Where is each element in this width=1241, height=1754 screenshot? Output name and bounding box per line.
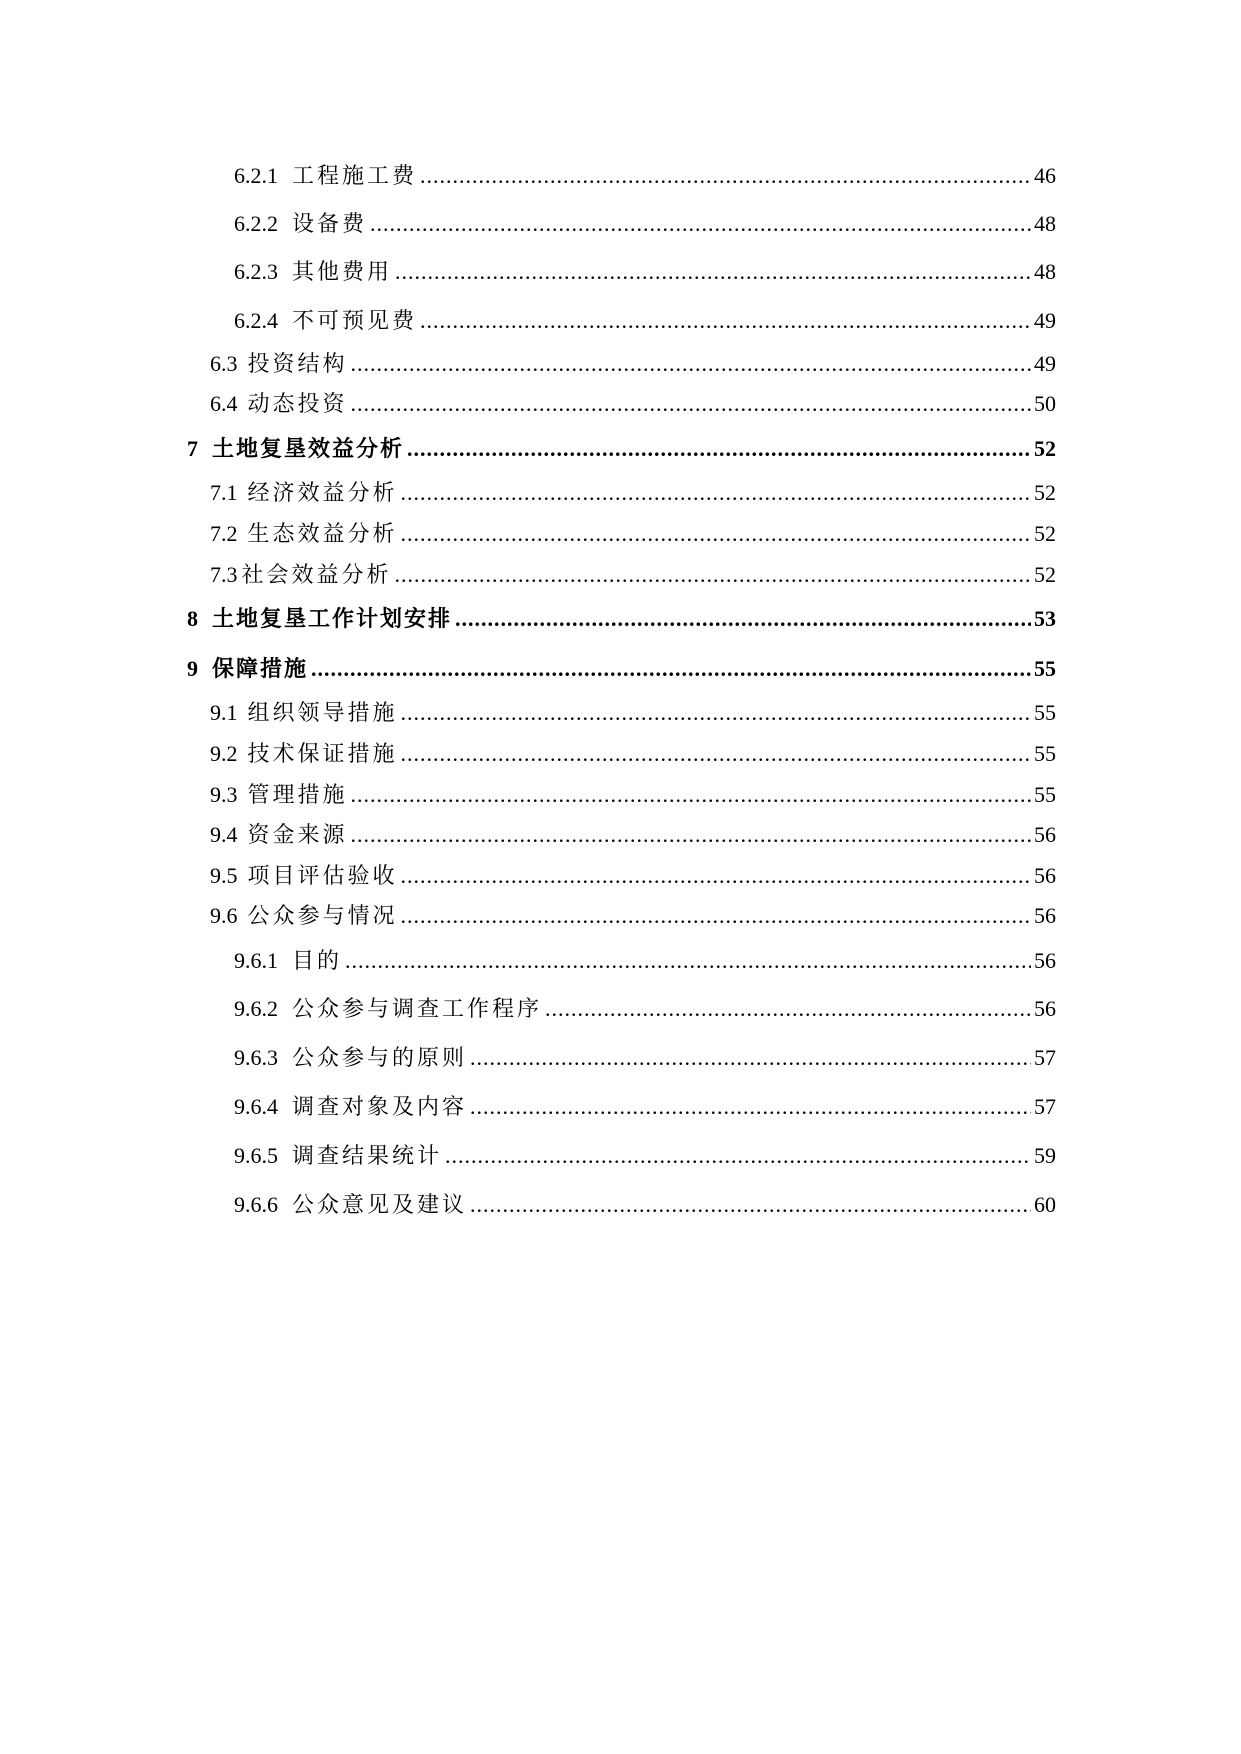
toc-entry-number: 6.2.3 [234, 259, 278, 284]
toc-entry-7-1[interactable] [210, 479, 1056, 507]
dot-leader [401, 479, 1031, 507]
toc-entry-number: 7.2 [210, 521, 238, 546]
dot-leader [401, 520, 1031, 548]
toc-entry-8[interactable] [187, 605, 1056, 633]
dot-leader [545, 995, 1031, 1023]
toc-entry-number: 7 [187, 436, 198, 461]
toc-entry-page: 57 [1034, 1094, 1056, 1119]
toc-entry-number: 9 [187, 656, 198, 681]
toc-entry-7-2[interactable] [210, 520, 1056, 548]
toc-entry-title: 社会效益分析 [241, 562, 392, 587]
toc-entry-page: 55 [1034, 741, 1056, 766]
dot-leader [311, 655, 1031, 683]
toc-entry-title: 公众意见及建议 [292, 1192, 468, 1217]
dot-leader [420, 307, 1031, 335]
toc-entry-page: 55 [1034, 700, 1056, 725]
toc-entry-6-2-1[interactable] [234, 162, 1056, 190]
toc-entry-6-2-4[interactable] [234, 307, 1056, 335]
toc-entry-page: 55 [1034, 782, 1056, 807]
toc-entry-number: 9.6.6 [234, 1192, 278, 1217]
toc-entry-number: 9.6 [210, 903, 238, 928]
toc-entry-9-6[interactable] [210, 902, 1056, 930]
toc-entry-6-2-3[interactable] [234, 258, 1056, 286]
toc-entry-9-6-4[interactable] [234, 1093, 1056, 1121]
toc-entry-number: 9.5 [210, 863, 238, 888]
dot-leader [401, 902, 1031, 930]
toc-entry-title: 土地复垦效益分析 [212, 436, 405, 461]
toc-entry-page: 48 [1034, 211, 1056, 236]
toc-entry-9-6-1[interactable] [234, 947, 1056, 975]
dot-leader [351, 350, 1031, 378]
toc-entry-page: 49 [1034, 351, 1056, 376]
toc-entry-title: 经济效益分析 [247, 480, 398, 505]
toc-entry-title: 不可预见费 [292, 308, 418, 333]
toc-entry-9-1[interactable] [210, 699, 1056, 727]
toc-entry-title: 工程施工费 [292, 163, 418, 188]
toc-entry-number: 9.2 [210, 741, 238, 766]
toc-entry-number: 9.6.5 [234, 1143, 278, 1168]
toc-entry-page: 56 [1034, 822, 1056, 847]
toc-entry-page: 46 [1034, 163, 1056, 188]
toc-entry-number: 6.2.2 [234, 211, 278, 236]
dot-leader [455, 605, 1031, 633]
dot-leader [407, 435, 1031, 463]
toc-entry-9-6-2[interactable] [234, 995, 1056, 1023]
dot-leader [420, 162, 1031, 190]
toc-entry-title: 公众参与调查工作程序 [292, 996, 543, 1021]
dot-leader [470, 1093, 1031, 1121]
toc-entry-number: 6.2.4 [234, 308, 278, 333]
toc-entry-9-3[interactable] [210, 781, 1056, 809]
toc-entry-9-6-5[interactable] [234, 1142, 1056, 1170]
toc-entry-9-6-3[interactable] [234, 1044, 1056, 1072]
toc-entry-page: 53 [1034, 606, 1056, 631]
toc-entry-page: 56 [1034, 996, 1056, 1021]
toc-entry-title: 生态效益分析 [247, 521, 398, 546]
toc-entry-title: 其他费用 [292, 259, 393, 284]
toc-entry-9-2[interactable] [210, 740, 1056, 768]
dot-leader [351, 821, 1031, 849]
toc-entry-number: 7.3 [210, 562, 238, 587]
toc-entry-title: 公众参与的原则 [292, 1045, 468, 1070]
dot-leader [401, 699, 1031, 727]
toc-entry-page: 50 [1034, 391, 1056, 416]
toc-entry-title: 调查结果统计 [292, 1143, 443, 1168]
toc-entry-6-2-2[interactable] [234, 210, 1056, 238]
dot-leader [345, 947, 1031, 975]
toc-entry-7-3[interactable] [210, 561, 1056, 589]
toc-entry-9[interactable] [187, 655, 1056, 683]
toc-entry-title: 调查对象及内容 [292, 1094, 468, 1119]
toc-entry-number: 9.6.3 [234, 1045, 278, 1070]
toc-entry-number: 6.3 [210, 351, 238, 376]
dot-leader [351, 781, 1031, 809]
dot-leader [395, 561, 1031, 589]
dot-leader [395, 258, 1031, 286]
toc-entry-title: 技术保证措施 [247, 741, 398, 766]
toc-entry-title: 动态投资 [247, 391, 348, 416]
toc-entry-number: 9.6.1 [234, 948, 278, 973]
toc-entry-page: 56 [1034, 903, 1056, 928]
toc-entry-title: 项目评估验收 [247, 863, 398, 888]
toc-entry-9-4[interactable] [210, 821, 1056, 849]
toc-entry-7[interactable] [187, 435, 1056, 463]
toc-entry-page: 60 [1034, 1192, 1056, 1217]
toc-entry-page: 48 [1034, 259, 1056, 284]
toc-entry-number: 9.3 [210, 782, 238, 807]
toc-entry-9-5[interactable] [210, 862, 1056, 890]
toc-entry-page: 52 [1034, 436, 1056, 461]
dot-leader [401, 740, 1031, 768]
toc-entry-page: 52 [1034, 480, 1056, 505]
toc-entry-page: 49 [1034, 308, 1056, 333]
toc-entry-number: 9.4 [210, 822, 238, 847]
toc-entry-title: 组织领导措施 [247, 700, 398, 725]
toc-entry-page: 56 [1034, 948, 1056, 973]
toc-entry-number: 7.1 [210, 480, 238, 505]
toc-entry-number: 6.2.1 [234, 163, 278, 188]
toc-entry-page: 59 [1034, 1143, 1056, 1168]
toc-entry-number: 9.6.2 [234, 996, 278, 1021]
toc-entry-title: 资金来源 [247, 822, 348, 847]
toc-entry-page: 52 [1034, 562, 1056, 587]
toc-entry-number: 9.6.4 [234, 1094, 278, 1119]
dot-leader [470, 1044, 1031, 1072]
toc-entry-title: 目的 [292, 948, 343, 973]
toc-entry-number: 8 [187, 606, 198, 631]
toc-entry-number: 9.1 [210, 700, 238, 725]
dot-leader [351, 390, 1031, 418]
dot-leader [401, 862, 1031, 890]
dot-leader [470, 1191, 1031, 1219]
toc-entry-number: 6.4 [210, 391, 238, 416]
dot-leader [445, 1142, 1031, 1170]
toc-entry-page: 55 [1034, 656, 1056, 681]
toc-entry-title: 公众参与情况 [247, 903, 398, 928]
toc-entry-page: 52 [1034, 521, 1056, 546]
toc-entry-title: 土地复垦工作计划安排 [212, 606, 453, 631]
toc-entry-title: 投资结构 [247, 351, 348, 376]
toc-entry-page: 57 [1034, 1045, 1056, 1070]
dot-leader [370, 210, 1031, 238]
toc-entry-9-6-6[interactable] [234, 1191, 1056, 1219]
toc-entry-title: 设备费 [292, 211, 368, 236]
toc-entry-6-4[interactable] [210, 390, 1056, 418]
toc-entry-title: 管理措施 [247, 782, 348, 807]
toc-entry-title: 保障措施 [212, 656, 309, 681]
toc-entry-page: 56 [1034, 863, 1056, 888]
toc-entry-6-3[interactable] [210, 350, 1056, 378]
